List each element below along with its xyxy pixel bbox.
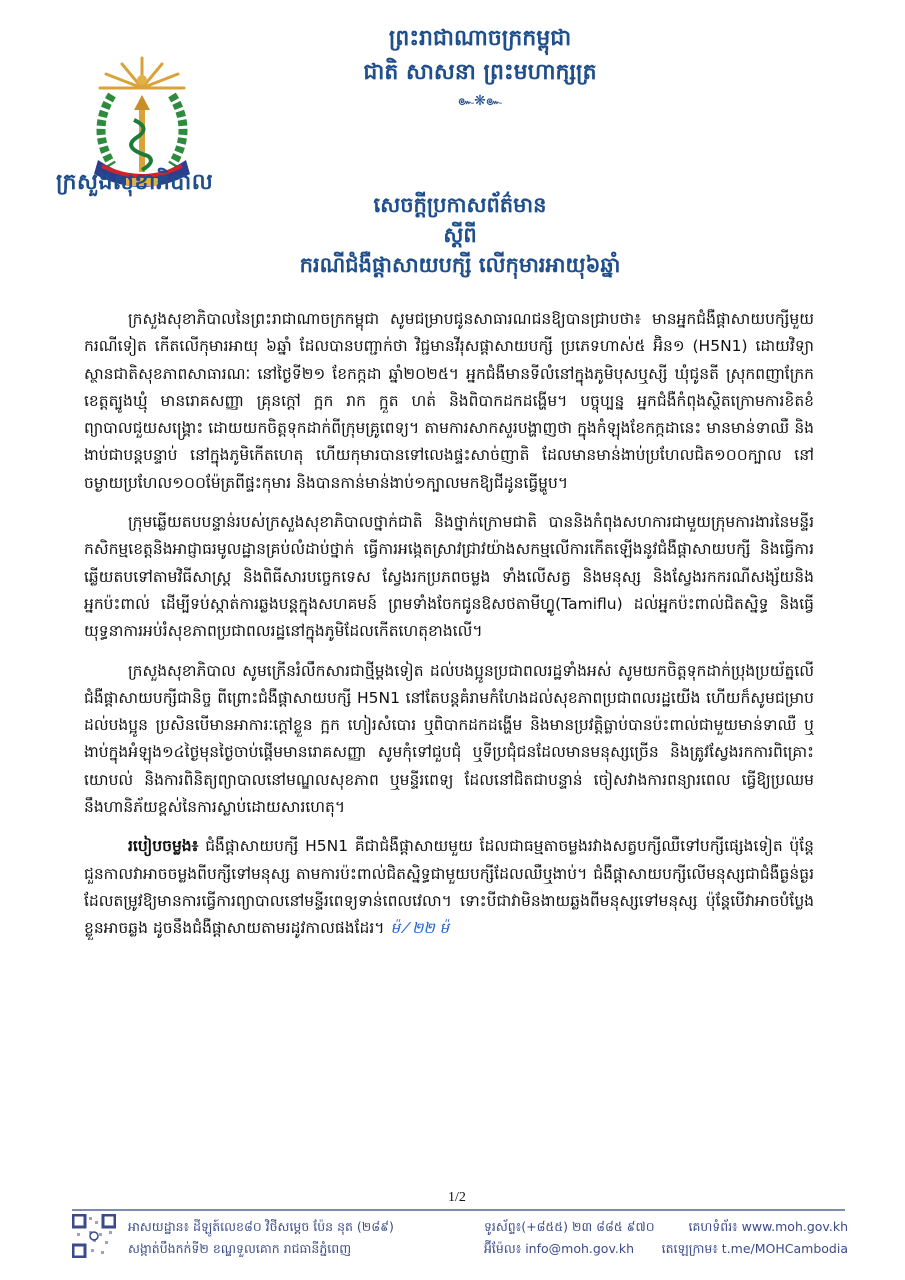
title-line-1: សេចក្តីប្រកាសព័ត៌មាន: [373, 193, 547, 217]
ministry-name: ក្រសួងសុខាភិបាល: [56, 170, 214, 195]
handwritten-initials: ម៉ ⁄ ២២ ម៉: [390, 919, 450, 938]
address-line-1: អាសយដ្ឋាន៖ ដីឡូត៍លេខ៨០ វិថីសម្តេច ប៉ែន នុត (២៨៩): [128, 1219, 394, 1234]
note-text: ជំងឺផ្តាសាយបក្សី H5N1 គឺជាជំងឺផ្តាសាយមួយ ដែលជាធម្មតាចម្លងរវាងសត្វបក្សីឈឺទៅបក្សីផ្សេងទៀត ប៉ុន្តែជួនកាលវាអាចចម្លងពីបក្សីទៅមនុស្ស តាមការប៉ះពាល់ជិតស្និទ្ធជាមួយបក្សីដែលឈឺឬងាប់។ ជំងឺផ្តាសាយបក្សីលើមនុស្សជាជំងឺធ្ងន់ធ្ងរ ដែលតម្រូវឱ្យមានការធ្វើការព្យាបាលនៅមន្ទីរពេទ្យទាន់ពេលវេលា។ ទោះបីជាវាមិនងាយឆ្លងពីមនុស្សទៅមនុស្ស ប៉ុន្តែបើវាអាចបំប្លែងខ្លួនអាចឆ្លង ដូចនឹងជំងឺផ្តាសាយតាមរដូវកាលផងដែរ។: [84, 837, 814, 938]
title-line-3: ករណីជំងឺផ្តាសាយបក្សី លើកុមារអាយុ៦ឆ្នាំ: [299, 253, 621, 277]
paragraph: ក្រុមឆ្លើយតបបន្ទាន់របស់ក្រសួងសុខាភិបាលថ្នាក់ជាតិ និងថ្នាក់ក្រោមជាតិ បាននិងកំពុងសហការជាមួយក្រុមការងារនៃមន្ទីរកសិកម្មខេត្តនិងអាជ្ញាធរមូលដ្ឋានគ្រប់លំដាប់ថ្នាក់ ធ្វើការអង្កេតស្រាវជ្រាវយ៉ាងសកម្មលើការកើតឡើងនូវជំងឺផ្តាសាយបក្សី និងធ្វើការឆ្លើយតបទៅតាមវិធីសាស្ត្រ និងពិធីសារបច្ចេកទេស ស្វែងរកប្រភពចម្លង ទាំងលើសត្វ និងមនុស្ស និងស្វែងរកករណីសង្ស័យនិងអ្នកប៉ះពាល់ ដើម្បីទប់ស្កាត់ការឆ្លងបន្តក្នុងសហគមន៍ ព្រមទាំងចែកជូនឱសថតាមីហ្វ្លូ(Tamiflu) ដល់អ្នកប៉ះពាល់ជិតស្និទ្ធ និងធ្វើយុទ្ធនាការអប់រំសុខភាពប្រជាពលរដ្ឋនៅក្នុងភូមិដែលកើតហេតុខាងលើ។: [84, 513, 814, 641]
qr-code-icon: [72, 1214, 116, 1258]
footer: [72, 1214, 852, 1264]
kingdom-motto: [300, 22, 660, 112]
footer-contact: [484, 1216, 655, 1260]
phone: ទូរស័ព្ទ៖(+៨៥៥) ២៣ ៨៨៥ ៩៧០: [484, 1219, 655, 1234]
email-link[interactable]: អ៊ីម៉ែល៖ info@moh.gov.kh: [484, 1241, 635, 1256]
ornament-icon: ๛❋๛: [457, 93, 503, 109]
kingdom-name: ព្រះរាជាណាចក្រកម្ពុជា: [388, 26, 572, 51]
note-label: របៀបចម្លង៖: [128, 837, 199, 856]
transmission-note: [84, 833, 814, 942]
document-body: [84, 306, 814, 955]
footer-divider: [72, 1209, 845, 1211]
website-link[interactable]: គេហទំព័រ៖ www.moh.gov.kh: [688, 1219, 848, 1234]
paragraph: ក្រសួងសុខាភិបាលនៃព្រះរាជាណាចក្រកម្ពុជា សូមជម្រាបជូនសាធារណជនឱ្យបានជ្រាបថា៖ មានអ្នកជំងឺផ្តាសាយបក្សីមួយករណីទៀត កើតលើកុមារអាយុ ៦ឆ្នាំ ដែលបានបញ្ជាក់ថា វិជ្ជមានវីរុសផ្តាសាយបក្សី ប្រភេទហាស់៥ អ៊ិន១ (H5N1) ដោយវិទ្យាស្ថានជាតិសុខភាពសាធារណៈ នៅថ្ងៃទី២១ ខែកក្កដា ឆ្នាំ២០២៥។ អ្នកជំងឺមានទីលំនៅក្នុងភូមិបុសឬស្សី ឃុំជូនតី ស្រុកពញាក្រែក ខេត្តត្បូងឃ្មុំ មានរោគសញ្ញា គ្រុនក្តៅ ក្អក រាក ក្អួត ហត់ និងពិបាកដកដង្ហើម។ បច្ចុប្បន្ន អ្នកជំងឺកំពុងស្ថិតក្រោមការខិតខំព្យាបាលជួយសង្គ្រោះ ដោយយកចិត្តទុកដាក់ពីក្រុមគ្រូពេទ្យ។ តាមការសាកសួរបង្ហាញថា ក្នុងកំឡុងខែកក្កដានេះ មានមាន់ទាឈឺ និងងាប់ជាបន្តបន្ទាប់ នៅក្នុងភូមិកើតហេតុ ហើយកុមារបានទៅលេងផ្ទះសាច់ញាតិ ដែលមានមាន់ងាប់ប្រហែលជិត១០០ក្បាល នៅចម្ងាយប្រហែល១០០ម៉ែត្រពីផ្ទះកុមារ និងបានកាន់មាន់ងាប់១ក្បាលមកឱ្យជីដូនធ្វើម្ហូប។: [84, 310, 814, 492]
document-title: [240, 190, 680, 280]
title-line-2: ស្តីពី: [443, 223, 477, 247]
footer-web: [662, 1216, 848, 1260]
paragraph: ក្រសួងសុខាភិបាល សូមក្រើនរំលឹកសារជាថ្មីម្តងទៀត ដល់បងប្អូនប្រជាពលរដ្ឋទាំងអស់ សូមយកចិត្តទុកដាក់ប្រុងប្រយ័ត្នលើជំងឺផ្តាសាយបក្សីជានិច្ច ពីព្រោះជំងឺផ្តាសាយបក្សី H5N1 នៅតែបន្តគំរាមកំហែងដល់សុខភាពប្រជាពលរដ្ឋយើង ហើយក៏សូមជម្រាបដល់បងប្អូន ប្រសិនបើមានអាការៈក្តៅខ្លួន ក្អក ហៀរសំបោរ ឬពិបាកដកដង្ហើម និងមានប្រវត្តិធ្លាប់បានប៉ះពាល់ជាមួយមាន់ទាឈឺ ឬងាប់ក្នុងអំឡុង១៤ថ្ងៃមុនថ្ងៃចាប់ផ្តើមមានរោគសញ្ញា សូមកុំទៅជួបជុំ ឬទីប្រជុំជនដែលមានមនុស្សច្រើន និងត្រូវស្វែងរកការពិគ្រោះយោបល់ និងការពិនិត្យព្យាបាលនៅមណ្ឌលសុខភាព ឬមន្ទីរពេទ្យ ដែលនៅជិតជាបន្ទាន់ ចៀសវាងការពន្យារពេល ធ្វើឱ្យប្រឈមនឹងហានិភ័យខ្ពស់នៃការស្លាប់ដោយសារហេតុ។: [84, 661, 814, 817]
footer-address: [128, 1216, 394, 1260]
telegram-link[interactable]: តេឡេក្រាម៖ t.me/MOHCambodia: [661, 1241, 848, 1256]
address-line-2: សង្កាត់បឹងកក់ទី២ ខណ្ឌទួលគោក រាជធានីភ្នំពេញ: [128, 1241, 352, 1256]
nation-religion-king: ជាតិ សាសនា ព្រះមហាក្សត្រ: [363, 60, 597, 85]
page-number: 1/2: [448, 1190, 466, 1205]
